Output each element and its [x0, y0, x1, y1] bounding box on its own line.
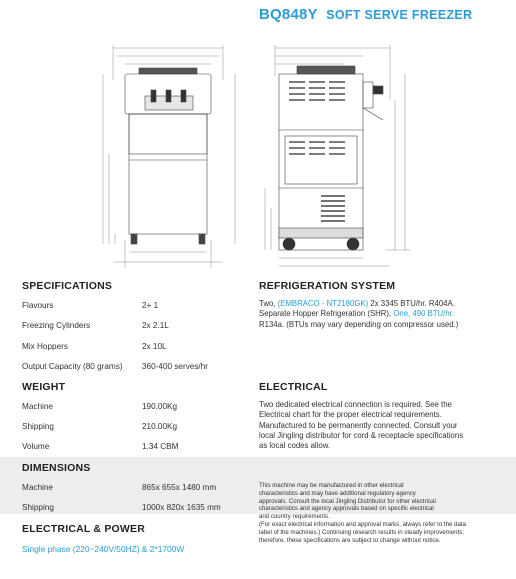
dimensions-heading: DIMENSIONS — [22, 462, 91, 474]
regulatory-note: This machine may be manufactured in other electrical characteristics and may have additional regulatory agency approvals. Consult the local Jingling Distributor for other electrical characteristics and agency approvals based on specific electrical and country requirements. (For exact electrical information and approval marks, always refer to the data label of the machines.) Continuing research results in steady improvements; therefore, these specifications are subject to change without notice. — [259, 482, 466, 544]
weight-row-volume — [22, 442, 252, 456]
weight-label: Machine — [22, 402, 53, 411]
product-name: SOFT SERVE FREEZER — [326, 8, 473, 22]
spec-label: Flavours — [22, 301, 54, 310]
dimensions-label: Machine — [22, 483, 53, 492]
spec-label: Freezing Cylinders — [22, 321, 91, 330]
dimensions-value: 1000x 820x 1635 mm — [142, 503, 221, 512]
weight-row-shipping — [22, 422, 252, 436]
spec-row-flavours — [22, 301, 252, 315]
spec-value: 2+ 1 — [142, 301, 159, 310]
weight-value: 210.00Kg — [142, 422, 178, 431]
electrical-power-heading: ELECTRICAL & POWER — [22, 523, 145, 535]
spec-value: 2x 10L — [142, 342, 167, 351]
electrical-text: Two dedicated electrical connection is required. See the Electrical chart for the proper electrical requirements. Manufactured to be permanently connected. Consult your local Jingling distributor for cord & receptacle specifications as local codes allow. — [259, 400, 464, 451]
weight-label: Volume — [22, 442, 50, 451]
dimensions-label: Shipping — [22, 503, 54, 512]
spec-row-freezing-cylinders — [22, 321, 252, 335]
refrigeration-text — [259, 299, 509, 330]
spec-label: Output Capacity (80 grams) — [22, 362, 123, 371]
spec-label: Mix Hoppers — [22, 342, 68, 351]
refrigeration-line-1: Two, (EMBRACO - NT2180GK) 2x 3345 BTU/hr. R404A. — [259, 299, 455, 308]
shr-capacity: One, 490 BTU/hr. — [393, 309, 455, 319]
refrigeration-heading: REFRIGERATION SYSTEM — [259, 280, 396, 292]
weight-value: 190.00Kg — [142, 402, 178, 411]
side-view-drawing — [245, 40, 420, 270]
spec-row-mix-hoppers — [22, 342, 252, 356]
specifications-heading: SPECIFICATIONS — [22, 280, 113, 292]
refrigeration-line-3: R134a. (BTUs may vary depending on compressor used.) — [259, 319, 459, 329]
weight-heading: WEIGHT — [22, 381, 66, 393]
electrical-heading: ELECTRICAL — [259, 381, 328, 393]
spec-value: 2x 2.1L — [142, 321, 169, 330]
spec-row-output-capacity — [22, 362, 252, 376]
spec-value: 360-400 serves/hr — [142, 362, 208, 371]
weight-row-machine — [22, 402, 252, 416]
dimensions-value: 865x 655x 1480 mm — [142, 483, 217, 492]
dimensions-row-shipping — [22, 503, 252, 517]
electrical-power-value: Single phase (220~240V/50HZ) & 2*1700W — [22, 544, 185, 554]
weight-value: 1.34 CBM — [142, 442, 179, 451]
page-title — [259, 6, 472, 24]
model-number: BQ848Y — [259, 6, 318, 23]
weight-label: Shipping — [22, 422, 54, 431]
refrigeration-line-2: Separate Hopper Refrigeration (SHR), One, 490 BTU/hr. — [259, 309, 455, 319]
front-view-drawing — [95, 40, 245, 270]
dimensions-row-machine — [22, 483, 252, 497]
compressor-model: (EMBRACO - NT2180GK) — [277, 299, 369, 308]
